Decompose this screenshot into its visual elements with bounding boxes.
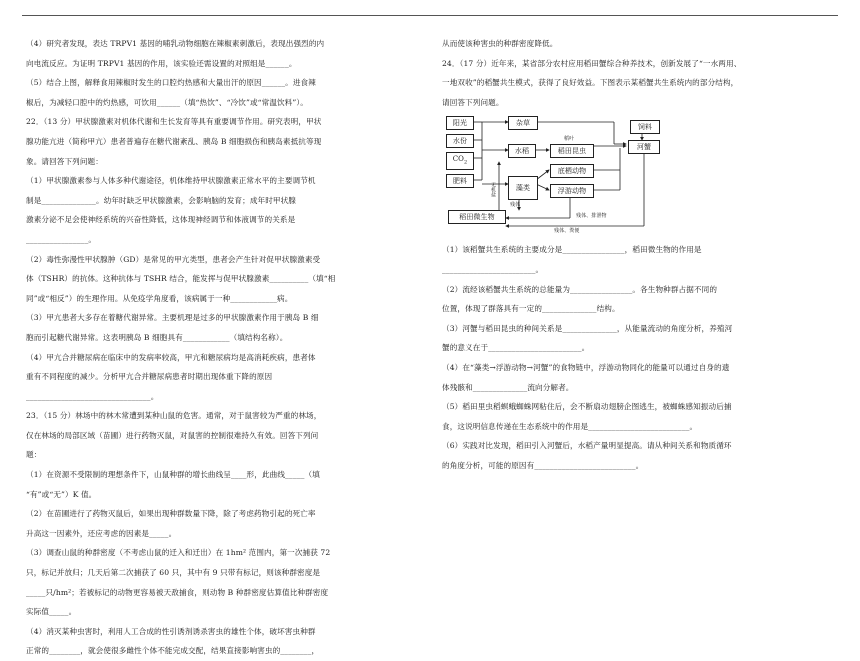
q23-heading-1: 23．（15 分）林场中的林木常遭到某种山鼠的危害。通常，对于鼠害较为严重的林场， [26, 411, 322, 421]
q23-3-line4: 实际值_____。 [26, 607, 77, 617]
q24-3-line1: （3）河蟹与稻田昆虫的种间关系是______________，从能量流动的角度分析，养殖河 [442, 323, 733, 333]
q24-2-line1: （2）流经该稻蟹共生系统的总能量为________________。各生物种群占据不同的 [442, 284, 718, 294]
node-feed: 饲料 [630, 120, 660, 134]
label-residue: 残体 [510, 202, 521, 209]
q24-4-line1: （4）在“藻类→浮游动物→河蟹”的食物链中，浮游动物同化的能量可以通过自身的遗 [442, 362, 730, 372]
q24-5-line1: （5）稻田里虫稻螟蛾蜘蛛网粘住后，会不断扇动翅膀企图逃生，被蜘蛛感知振动后捕 [442, 402, 732, 412]
q24-2-line2: 位置，体现了群落具有一定的______________结构。 [442, 304, 620, 314]
q23-3-line2: 只，标记并放归；几天后第二次捕获了 60 只，其中有 9 只带有标记，则该种群密度是 [26, 568, 321, 578]
q22-4-line1: （4）甲亢合并糖尿病在临床中的发病率较高，甲亢和糖尿病均是高消耗疾病，患者体 [26, 352, 316, 362]
rice-crab-system-diagram [444, 114, 694, 236]
q21-5-line2: 椒后，为减轻口腔中的灼热感，可饮用______（填“热饮”、“冷饮”或“常温饮料”）。 [26, 97, 308, 107]
label-inorganic-salt: 无机盐 [490, 182, 496, 198]
q24-5-line2: 食，这说明信息传递在生态系统中的作用是__________________________。 [442, 421, 698, 431]
node-crab: 河蟹 [628, 140, 660, 154]
q22-2-line2: 体（TSHR）的抗体。这种抗体与 TSHR 结合，能发挥与促甲状腺激素__________（填“相 [26, 274, 336, 284]
q23-4-line2: 正常的________，就会使很多雌性个体不能完成交配，结果直接影响害虫的________， [26, 646, 320, 656]
label-residue-excreta: 残体、排泄物 [576, 213, 607, 220]
label-residue-feces: 残体、粪便 [554, 228, 580, 235]
q21-5-line1: （5）结合上图，解释食用辣椒时发生的口腔灼热感和大量出汗的原因______。进食辣 [26, 78, 316, 88]
q22-3-line1: （3）甲亢患者大多存在着糖代谢异常。主要机理是过多的甲状腺激素作用于胰岛 B 细 [26, 313, 319, 323]
q22-4-line2: 重有不同程度的减少。分析甲亢合并糖尿病患者时期出现体重下降的原因 [26, 372, 273, 382]
q24-heading-3: 请回答下列问题。 [442, 97, 504, 107]
q21-4-line2: 向电流反应。为证明 TRPV1 基因的作用，该实验还需设置的对照组是______。 [26, 58, 297, 68]
q23-1-line2: “有”或“无”）K 值。 [26, 489, 97, 499]
q23-4-line1: （4）消灭某种虫害时，利用人工合成的性引诱剂诱杀害虫的雄性个体，破坏害虫种群 [26, 626, 316, 636]
node-co2: $CO_2$ [446, 152, 474, 169]
q22-heading-3: 象。请回答下列问题： [26, 156, 103, 166]
q22-3-line2: 胞而引起糖代谢异常。这表明胰岛 B 细胞具有____________（填结构名称）。 [26, 332, 288, 342]
q22-1-line1: （1）甲状腺激素参与人体多种代谢途径，机体维持甲状腺激素正常水平的主要调节机 [26, 176, 316, 186]
q24-1-line1: （1）该稻蟹共生系统的主要成分是________________，稻田微生物的作用是 [442, 245, 702, 255]
q24-4-line2: 体残骸和______________流向分解者。 [442, 382, 574, 392]
label-rice-leaf: 稻叶 [564, 136, 575, 143]
node-fertilizer: 肥料 [446, 174, 474, 188]
node-water: 水份 [446, 134, 474, 148]
q24-6-line1: （6）实践对比发现，稻田引入河蟹后，水稻产量明显提高。请从种间关系和物质循环 [442, 441, 732, 451]
q24-heading-2: 一地双收”的稻蟹共生模式，获得了良好效益。下图表示某稻蟹共生系统内的部分结构， [442, 78, 739, 88]
node-plankton: 浮游动物 [550, 184, 594, 198]
node-rice: 水稻 [508, 144, 536, 158]
q23-heading-3: 题： [26, 450, 42, 460]
q23-2-line1: （2）在苗圃进行了药物灭鼠后，如果出现种群数量下降，除了考虑药物引起的死亡率 [26, 509, 316, 519]
node-weeds: 杂草 [508, 116, 538, 130]
q24-3-line2: 蟹的意义在于________________________。 [442, 343, 590, 353]
q22-1-line2: 制是______________。幼年时缺乏甲状腺激素，会影响脑的发育；成年时甲状腺 [26, 195, 296, 205]
q21-4-line1: （4）研究者发现，表达 TRPV1 基因的哺乳动物细胞在辣椒素刺激后，表现出强烈的内 [26, 39, 325, 48]
q22-1-line4: ________________。 [26, 234, 97, 244]
q24-heading-1: 24．（17 分）近年来，某省部分农村应用稻田蟹综合种养技术，创新发展了“一水两用、 [442, 58, 742, 68]
q22-4-line3: ________________________________。 [26, 391, 159, 401]
q23-continuation: 从而使该种害虫的种群密度降低。 [442, 39, 558, 48]
q22-heading-2: 腺功能亢进（简称甲亢）患者普遍存在糖代谢紊乱、胰岛 B 细胞损伤和胰岛素抵抗等现 [26, 136, 322, 146]
node-benthic: 底栖动物 [550, 164, 594, 178]
node-microbes: 稻田微生物 [448, 210, 506, 224]
q23-3-line1: （3）调查山鼠的种群密度（不考虑山鼠的迁入和迁出）在 1hm² 范围内，第一次捕获 72 [26, 548, 331, 558]
header-rule [22, 15, 838, 16]
q24-1-line2: ________________________。 [442, 264, 544, 274]
left-column [26, 34, 421, 661]
q23-2-line2: 升高这一因素外，还应考虑的因素是_____。 [26, 528, 177, 538]
node-insects: 稻田昆虫 [550, 144, 594, 158]
node-algae: 藻类 [508, 176, 538, 200]
q22-2-line3: 同”或“相反”）的生理作用。从免疫学角度看，该病属于一种____________病。 [26, 293, 293, 303]
q22-2-line1: （2）毒性弥漫性甲状腺肿（GD）是常见的甲亢类型，患者会产生针对促甲状腺激素受 [26, 254, 321, 264]
q23-3-line3: _____只/hm²；若被标记的动物更容易被天敌捕食，则动物 B 种群密度估算值比种群密度 [26, 587, 329, 597]
q23-heading-2: 仅在林场的局部区域（苗圃）进行药物灭鼠，对鼠害的控制很难持久有效。回答下列问 [26, 430, 319, 440]
q22-1-line3: 激素分泌不足会使神经系统的兴奋性降低，这体现神经调节和体液调节的关系是 [26, 215, 296, 225]
node-sunlight: 阳光 [446, 116, 474, 130]
q22-heading-1: 22．（13 分）甲状腺激素对机体代谢和生长发育等具有重要调节作用。研究表明，甲状 [26, 117, 322, 127]
q24-6-line2: 的角度分析，可能的原因有__________________________。 [442, 460, 644, 470]
q23-1-line1: （1）在资源不受限制的理想条件下，山鼠种群的增长曲线呈____形，此曲线_____（填 [26, 470, 320, 480]
right-column [442, 34, 837, 476]
